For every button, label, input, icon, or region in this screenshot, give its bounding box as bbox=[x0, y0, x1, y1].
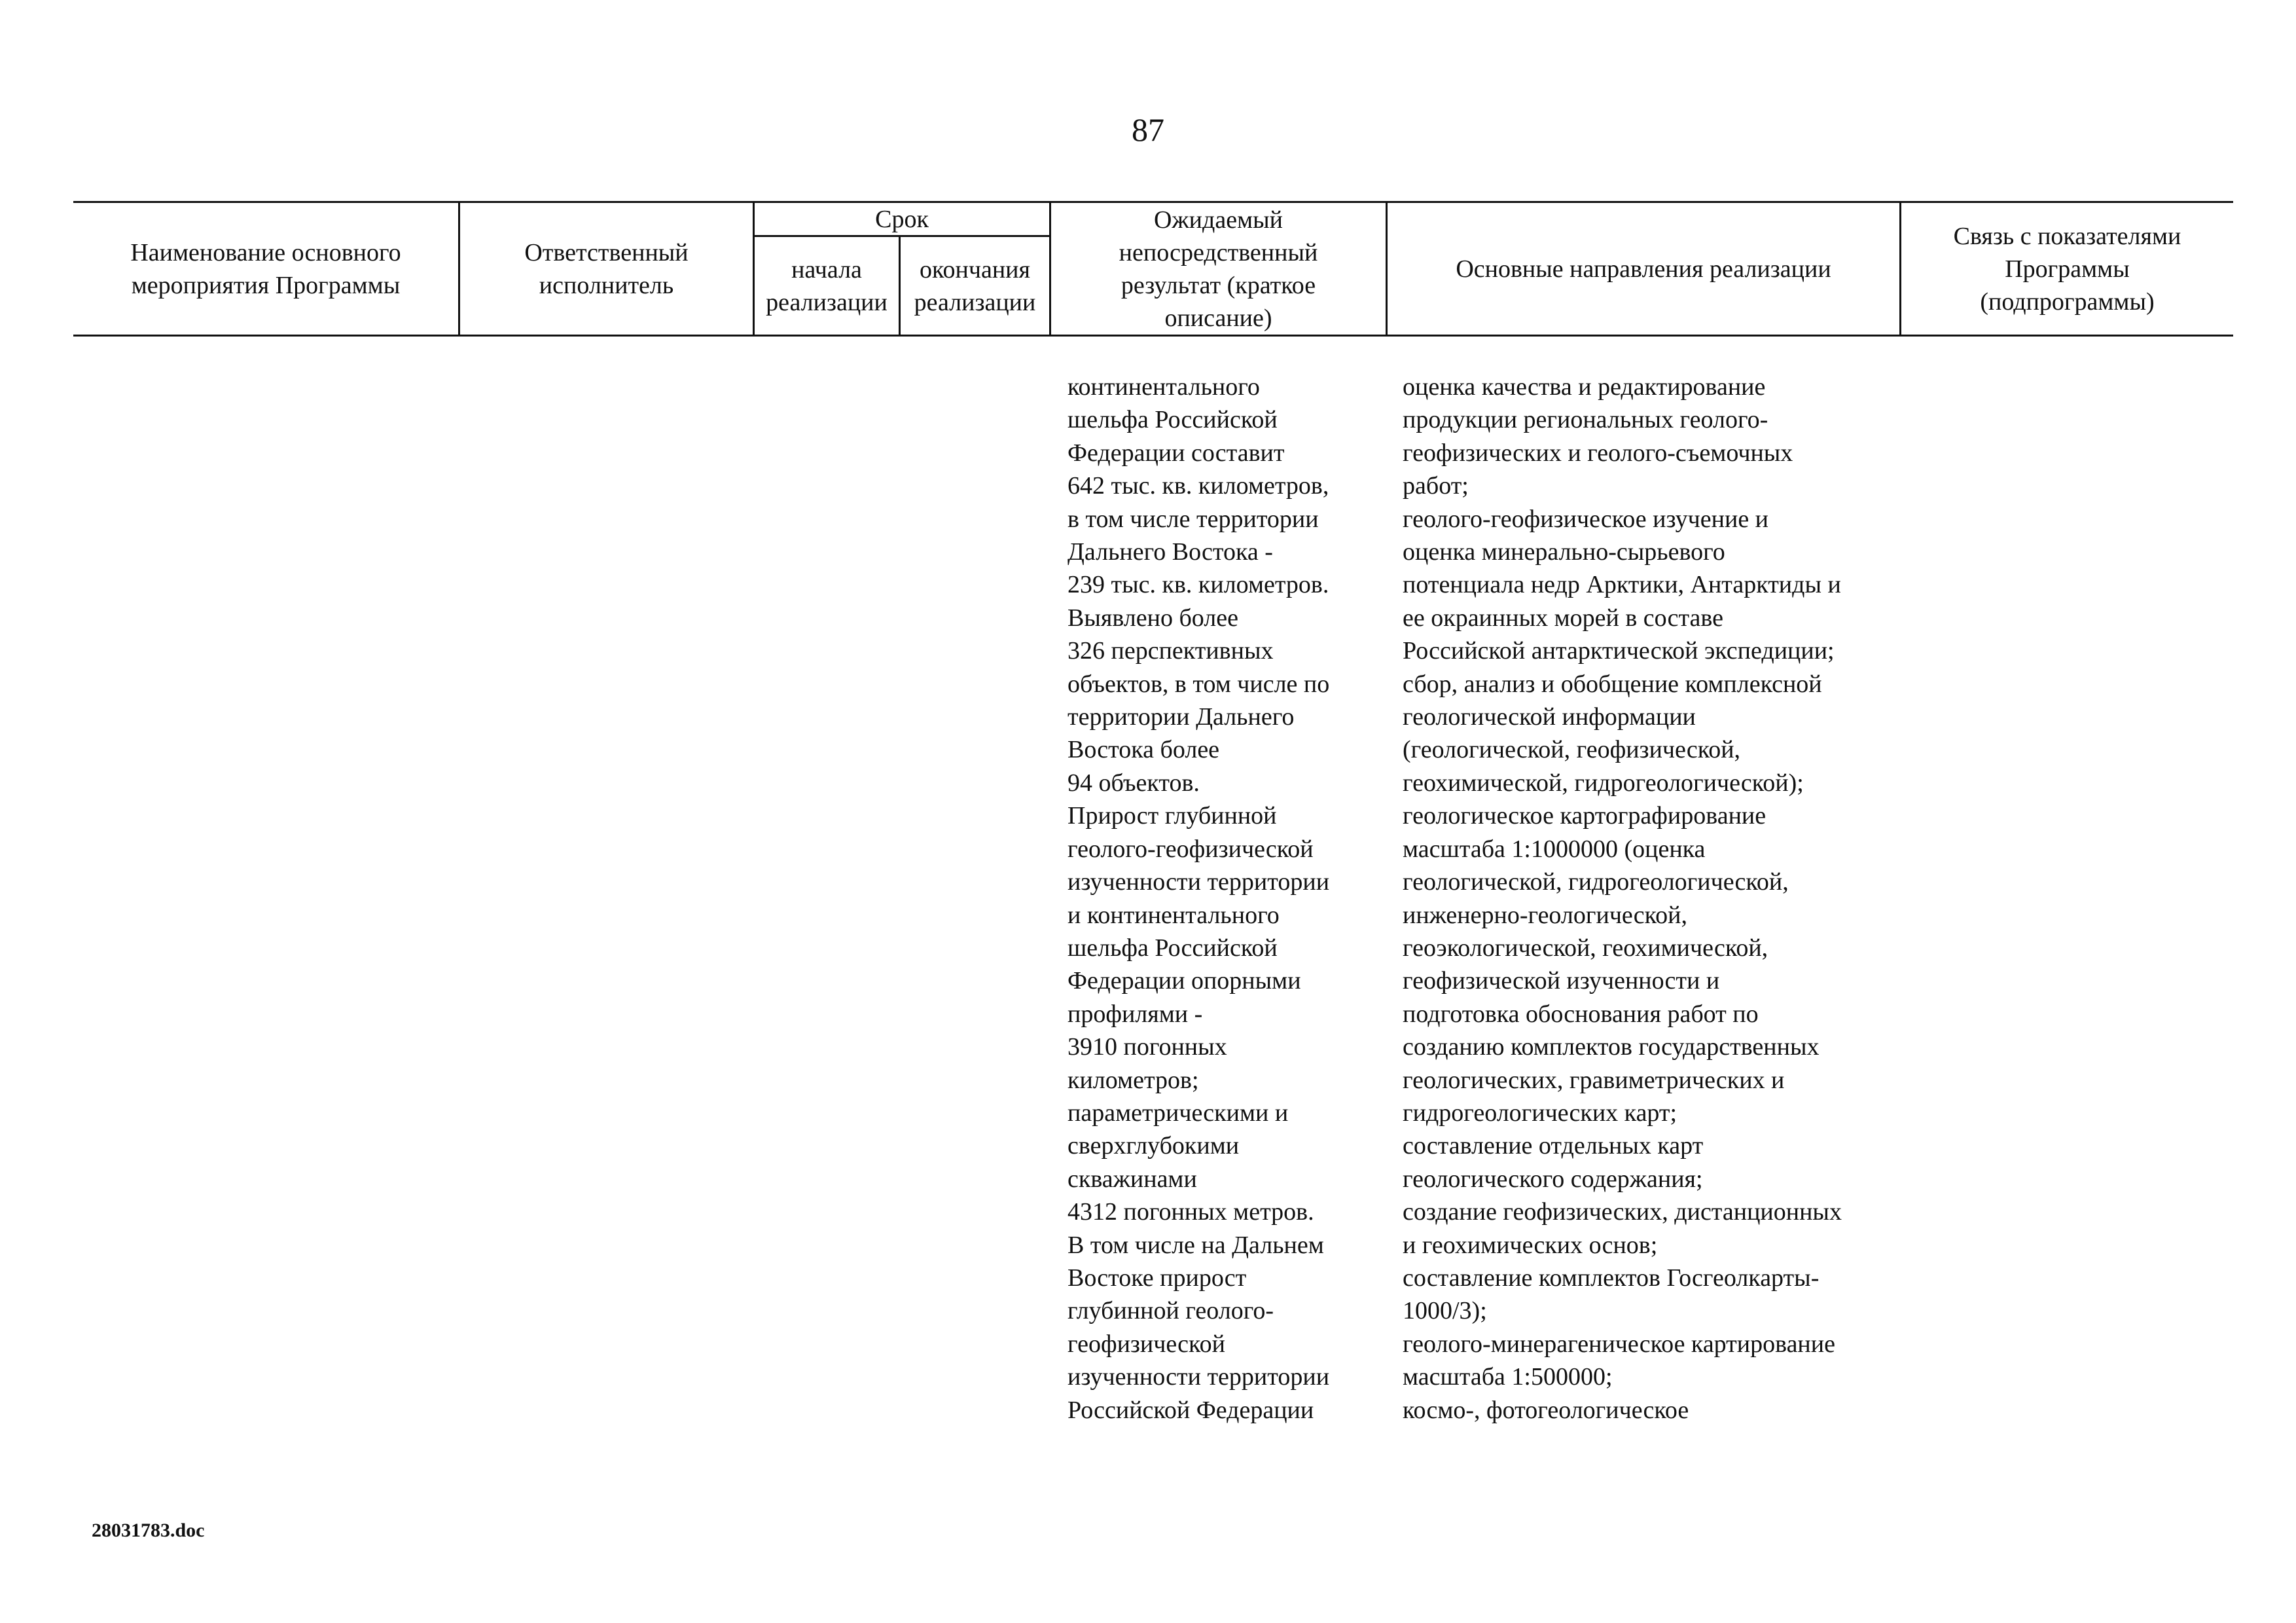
cell-directions-text: оценка качества и редактирование продукции региональных геолого- геофизических и геолого-съемочных работ; геолого-геофизическое изучение и оценка минерально-сырьевого потенциала недр Арктики, Антарктиды и ее окраинных морей в составе Российской антарктической экспедиции; сбор, анализ и обобщение комплексной геологической информации (геологической, геофизической, геохимической, гидрогеологической); геологическое картографирование масштаба 1:1000000 (оценка геологической, гидрогеологической, инженерно-геологической, геоэкологической, геохимической, геофизической изученности и подготовка обоснования работ по созданию комплектов государственных геологических, гравиметрических и гидрогеологических карт; составление отдельных карт геологического содержания; создание геофизических, дистанционных и геохимических основ; составление комплектов Госгеолкарты- 1000/3); геолого-минерагеническое картирование масштаба 1:500000; космо-, фотогеологическое bbox=[1403, 373, 1842, 1424]
page-number: 87 bbox=[1132, 111, 1164, 148]
cell-result-text: континентального шельфа Российской Федерации составит 642 тыс. кв. километров, в том числе территории Дальнего Востока - 239 тыс. кв. километров. Выявлено более 326 перспективных объектов, в том числе по территории Дальнего Востока более 94 объектов. Прирост глубинной геолого-геофизической изученности территории и континентального шельфа Российской Федерации опорными профилями - 3910 погонных километров; параметрическими и сверхглубокими скважинами 4312 погонных метров. В том числе на Дальнем Востоке прирост глубинной геолого- геофизической изученности территории Российской Федерации bbox=[1067, 373, 1330, 1424]
header-name: Наименование основного мероприятия Программы bbox=[130, 238, 401, 299]
header-directions: Основные направления реализации bbox=[1456, 255, 1831, 283]
header-end: окончания реализации bbox=[914, 255, 1036, 316]
header-period: Срок bbox=[875, 205, 929, 233]
header-start: начала реализации bbox=[766, 255, 888, 316]
header-executor: Ответственный исполнитель bbox=[524, 238, 689, 299]
footer-filename: 28031783.doc bbox=[92, 1520, 205, 1541]
header-bottom-rule bbox=[73, 335, 2233, 337]
header-link: Связь с показателями Программы (подпрограммы) bbox=[1953, 222, 2181, 316]
header-result: Ожидаемый непосредственный результат (краткое описание) bbox=[1119, 206, 1318, 332]
